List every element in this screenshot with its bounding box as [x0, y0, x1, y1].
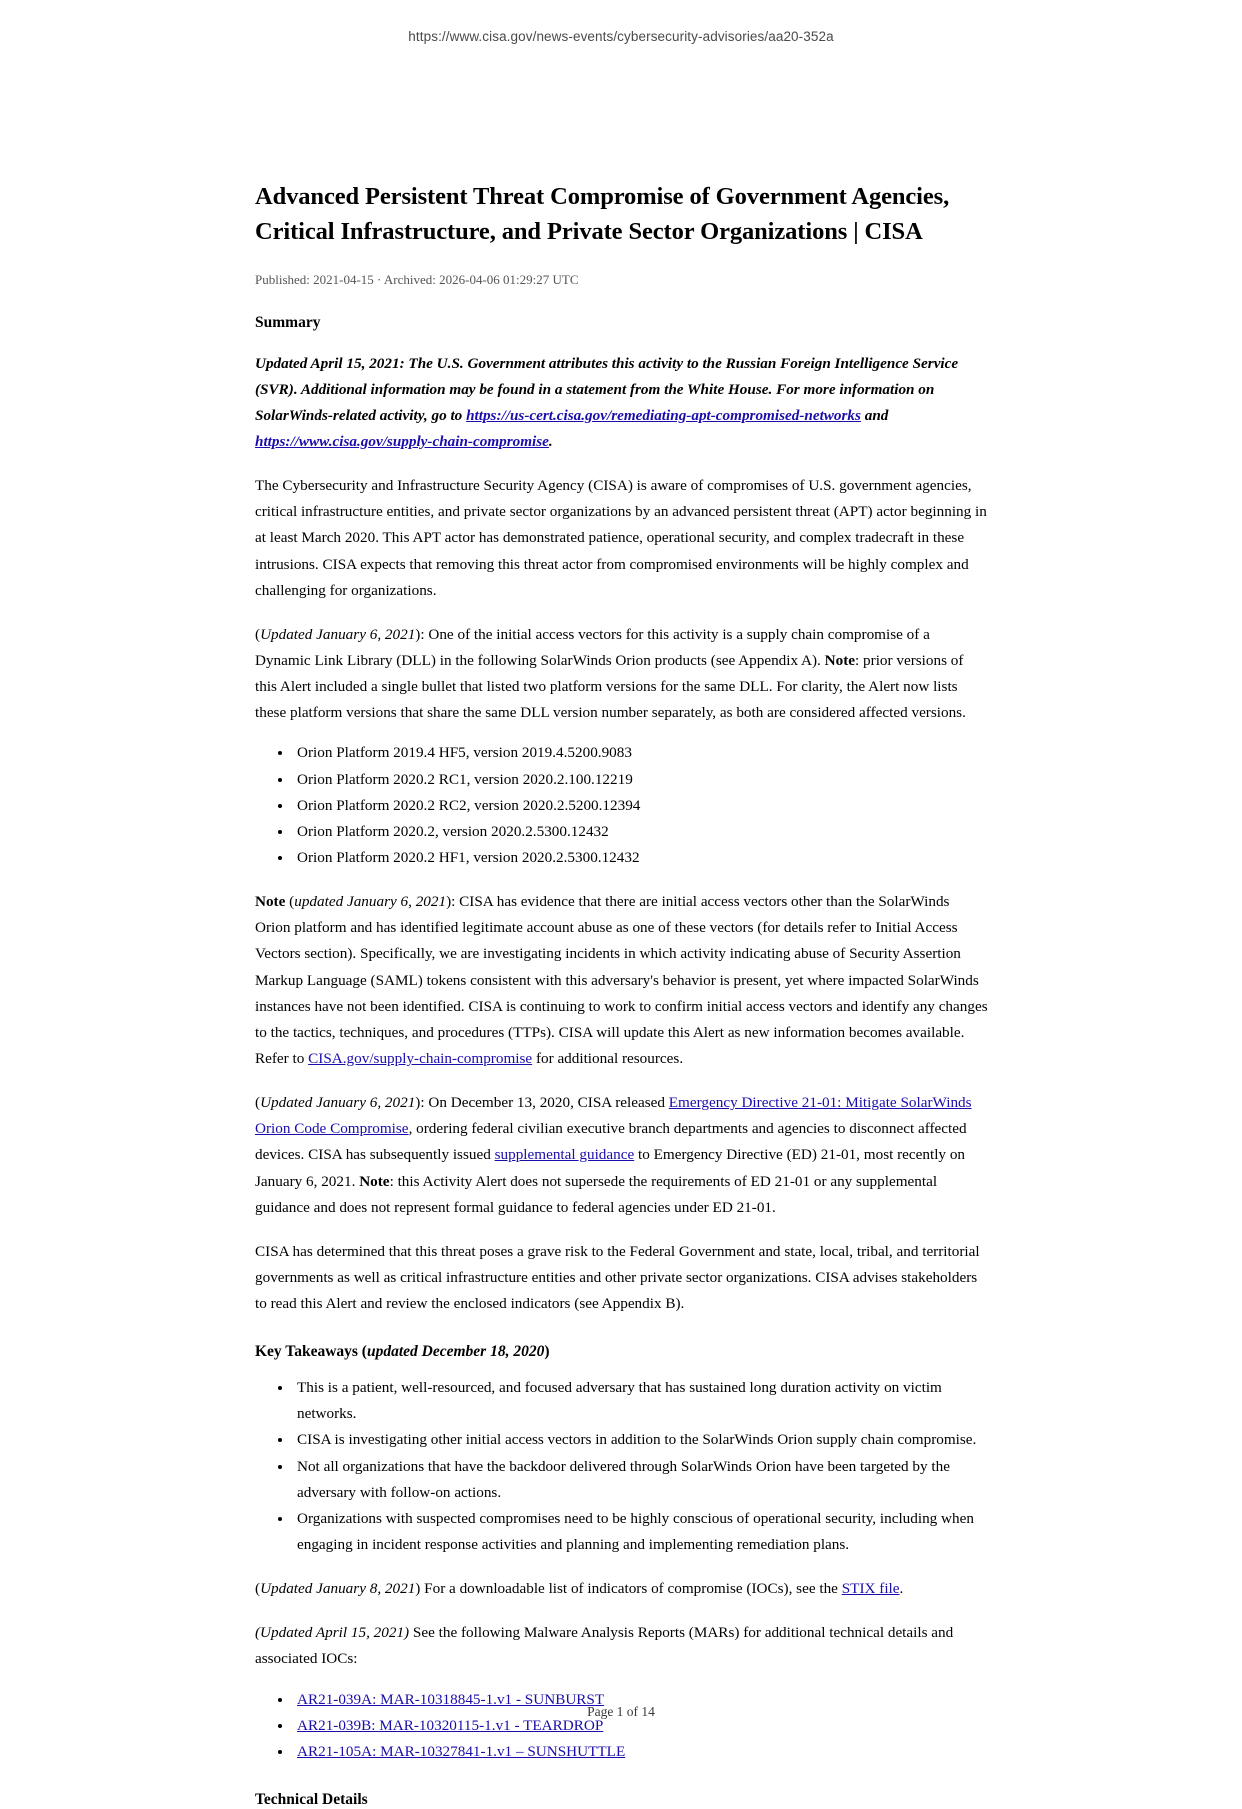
page-title: Advanced Persistent Threat Compromise of Government Agencies, Critical Infrastructure, and Private Sector Organizations | CISA: [255, 183, 950, 245]
lead-text-2: and: [860, 406, 889, 424]
para2-mid: ): One of the initial access vectors for this activity is a supply chain compromise of a Dynamic Link Library (DLL) in the following SolarWinds Orion products (see Appendix A).: [255, 625, 930, 669]
list-item: • Orion Platform 2020.2 HF1, version 2020.2.5300.12432: [293, 845, 988, 871]
paragraph-cisa-awareness: The Cybersecurity and Infrastructure Security Agency (CISA) is aware of compromises of U.S. government agencies, critical infrastructure entities, and private sector organizations by an advanced persistent threat (APT) actor beginning in at least March 2020. This APT actor has demonstrated patience, operational security, and complex tradecraft in these intrusions. CISA expects that removing this threat actor from compromised environments will be highly complex and challenging for organizations.: [255, 477, 987, 599]
para4-mid: ): On December 13, 2020, CISA released: [415, 1094, 669, 1112]
list-item: • Organizations with suspected compromises need to be highly conscious of operational security, including when engaging in incident response activities and planning and implementing remediation plans.: [293, 1506, 988, 1558]
list-item: • This is a patient, well-resourced, and focused adversary that has sustained long duration activity on victim networks.: [293, 1375, 988, 1427]
list-mar-links: [255, 1687, 988, 1765]
para2-italic-date: Updated January 6, 2021: [260, 625, 416, 643]
summary-lead-paragraph: [255, 351, 988, 456]
link-stix-file[interactable]: STIX file: [841, 1580, 900, 1598]
document-meta: Published: 2021-04-15 · Archived: 2026-04-06 01:29:27 UTC: [255, 271, 579, 287]
link-ar21-105a-sunshuttle[interactable]: AR21-105A: MAR-10327841-1.v1 – SUNSHUTTLE: [297, 1742, 626, 1760]
para3-open: (: [285, 893, 295, 911]
list-item: • Not all organizations that have the backdoor delivered through SolarWinds Orion have been targeted by the adversary with follow-on actions.: [293, 1454, 988, 1506]
para6-tail: .: [899, 1580, 904, 1598]
link-supplemental-guidance[interactable]: supplemental guidance: [494, 1146, 635, 1164]
list-item: • Orion Platform 2020.2 RC2, version 2020.2.5200.12394: [293, 793, 988, 819]
list-item: [293, 1739, 988, 1765]
para2-note-label: Note: [824, 651, 856, 669]
link-remediating-apt-compromised-networks[interactable]: https://us-cert.cisa.gov/remediating-apt-compromised-networks: [466, 406, 861, 424]
para7-tail: See the following Malware Analysis Reports (MARs) for additional technical details and associated IOCs:: [255, 1624, 954, 1668]
para2-open: (: [255, 625, 261, 643]
para6-italic-date: Updated January 8, 2021: [260, 1580, 416, 1598]
paragraph-malware-analysis-reports: [255, 1620, 988, 1672]
lead-text-3: .: [548, 432, 553, 450]
para2-tail: : prior versions of this Alert included a single bullet that listed two platform versions for the same DLL. For clarity, the Alert now lists these platform versions that share the same DLL version number separately, as both are considered affected versions.: [255, 651, 966, 722]
para3-tail: for additional resources.: [532, 1049, 684, 1067]
page-footer: Page 1 of 14: [587, 1704, 655, 1719]
paragraph-grave-risk: CISA has determined that this threat poses a grave risk to the Federal Government and state, local, tribal, and territorial governments as well as critical infrastructure entities and other private sector organizations. CISA advises stakeholders to read this Alert and review the enclosed indicators (see Appendix B).: [255, 1242, 980, 1313]
para3-mid: ): CISA has evidence that there are initial access vectors other than the SolarWinds Orion platform and has identified legitimate account abuse as one of these vectors (for details refer to Initial Access Vectors section). Specifically, we are investigating incidents in which activity indicating abuse of Security Assertion Markup Language (SAML) tokens consistent with this adversary's behavior is present, yet where impacted SolarWinds instances have not been identified. CISA is continuing to work to confirm initial access vectors and identify any changes to the tactics, techniques, and procedures (TTPs). CISA will update this Alert as new information becomes available. Refer to: [255, 893, 988, 1067]
list-item: • CISA is investigating other initial access vectors in addition to the SolarWinds Orion supply chain compromise.: [293, 1427, 988, 1453]
para3-italic-date: updated January 6, 2021: [294, 893, 447, 911]
list-orion-versions: [255, 740, 988, 871]
paragraph-initial-access-vector: [255, 622, 988, 727]
link-ar21-039b-teardrop[interactable]: AR21-039B: MAR-10320115-1.v1 - TEARDROP: [297, 1716, 604, 1734]
link-emergency-directive-21-01[interactable]: Emergency Directive 21-01: Mitigate SolarWinds Orion Code Compromise: [255, 1094, 972, 1138]
document-content: [255, 180, 988, 1809]
link-cisa-gov-supply-chain-compromise[interactable]: CISA.gov/supply-chain-compromise: [308, 1049, 533, 1067]
section-heading-technical-details: Technical Details: [255, 1791, 368, 1809]
para4-mid-3: to Emergency Directive (ED) 21-01, most recently on January 6, 2021.: [255, 1146, 966, 1190]
para7-italic-date: (Updated April 15, 2021): [255, 1624, 410, 1642]
list-item: • Orion Platform 2019.4 HF5, version 2019.4.5200.9083: [293, 740, 988, 766]
key-takeaways-heading-tail: ): [544, 1343, 550, 1361]
paragraph-stix-file: [255, 1576, 988, 1602]
list-key-takeaways: [255, 1375, 988, 1558]
section-heading-summary: Summary: [255, 313, 321, 331]
page-header-url: https://www.cisa.gov/news-events/cybersecurity-advisories/aa20-352a: [408, 29, 834, 44]
para4-mid-2: , ordering federal civilian executive branch departments and agencies to disconnect affected devices. CISA has subsequently issued: [255, 1120, 967, 1164]
para3-note-label: Note: [255, 893, 286, 911]
para6-mid: ) For a downloadable list of indicators of compromise (IOCs), see the: [415, 1580, 842, 1598]
key-takeaways-heading-italic: updated December 18, 2020: [366, 1343, 545, 1361]
paragraph-emergency-directive: [255, 1090, 988, 1221]
para4-open: (: [255, 1094, 261, 1112]
para6-open: (: [255, 1580, 261, 1598]
lead-text-1: Updated April 15, 2021: The U.S. Government attributes this activity to the Russian Foreign Intelligence Service (SVR). Additional information may be found in a statement from the White House. For more information on SolarWinds-related activity, go to: [255, 354, 959, 424]
list-item: • Orion Platform 2020.2, version 2020.2.5300.12432: [293, 819, 988, 845]
list-item: • Orion Platform 2020.2 RC1, version 2020.2.100.12219: [293, 767, 988, 793]
para4-note-label: Note: [359, 1172, 390, 1190]
key-takeaways-heading-plain: Key Takeaways (: [255, 1343, 367, 1361]
para4-italic-date: Updated January 6, 2021: [260, 1094, 416, 1112]
paragraph-note-other-vectors: [255, 889, 988, 1072]
link-supply-chain-compromise[interactable]: https://www.cisa.gov/supply-chain-compromise: [255, 432, 549, 450]
section-heading-key-takeaways: [255, 1343, 988, 1361]
para4-tail: : this Activity Alert does not supersede the requirements of ED 21-01 or any supplemental guidance and does not represent formal guidance to federal agencies under ED 21-01.: [255, 1172, 938, 1216]
link-ar21-039a-sunburst[interactable]: AR21-039A: MAR-10318845-1.v1 - SUNBURST: [297, 1690, 605, 1708]
